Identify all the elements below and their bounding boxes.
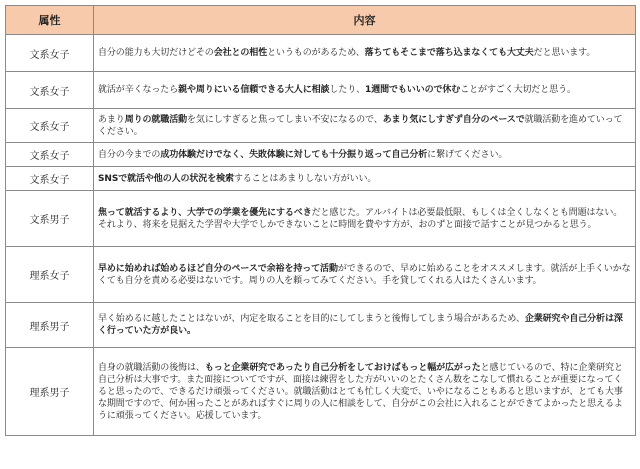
row-content (94, 303, 636, 348)
row-attribute: 文系女子 (6, 167, 94, 191)
table-row (6, 303, 636, 348)
content-text: ができるので、早めに始めることをオススメします。就活が上手くいかなくても自分を責める必要はないです。周りの人を頼ってみてください。手を貸してくれる人はたくさんいます。 (98, 263, 631, 286)
content-text: することはあまりしない方がいい。 (233, 173, 377, 184)
row-content (94, 191, 636, 247)
table-row (6, 247, 636, 303)
content-text: 早く始めるに越したことはないが、内定を取ることを目的にしてしまうと後悔してしまう場合があるため、 (98, 314, 525, 324)
emphasis-text: SNSで就活や他の人の状況を検索 (98, 173, 234, 184)
table-row (6, 191, 636, 247)
content-text: だと感じた。アルバイトは必要最低限、もしくは全くしなくとも問題はない。それより、将来を見据えた学習や大学でしかできないことに時間を費やす方が、おのずと面接で話すことが見つかると思う。 (98, 207, 623, 230)
row-attribute: 文系女子 (6, 72, 94, 109)
table-row (6, 72, 636, 109)
header-content: 内容 (94, 6, 636, 35)
row-content (94, 109, 636, 143)
header-attribute: 属性 (6, 6, 94, 35)
row-content (94, 35, 636, 72)
row-content (94, 247, 636, 303)
emphasis-text: 企業研究や自己分析は深く行っていた方が良い。 (98, 314, 623, 336)
advice-table (5, 5, 636, 436)
table-row (6, 348, 636, 436)
content-text: 就活が辛くなったら (98, 85, 179, 95)
content-text: と感じているので、特に企業研究と自己分析は大事です。また面接についてですが、面接は練習をした方がいいのとたくさん数をこなして慣れることが重要になってくると思ったので、できるだけ頑張ってください。就職活動はとても忙しく大変で、いやになることもあると思いますが、とても大事な期間ですので、何か困ったことがあればすぐに周りの人に相談をして、自分がこの会社に入れることができてよかったと思えるように頑張ってください。応援しています。 (98, 362, 623, 421)
row-content (94, 167, 636, 191)
content-text: あまり (98, 114, 125, 125)
row-attribute: 理系男子 (6, 303, 94, 348)
row-attribute: 文系男子 (6, 191, 94, 247)
emphasis-text: 親や周りにいる信頼できる大人に相談 (178, 85, 330, 95)
content-text: ことがすごく大切だと思う。 (460, 85, 576, 95)
emphasis-text: 周りの就職活動 (124, 114, 188, 125)
emphasis-text: 早めに始めれば始めるほど自分のペースで余裕を持って活動 (98, 263, 338, 274)
emphasis-text: 落ちてもそこまで落ち込まなくても大丈夫 (364, 48, 534, 58)
row-attribute: 理系男子 (6, 348, 94, 436)
table-row (6, 109, 636, 143)
table-body (6, 35, 636, 436)
table-row (6, 35, 636, 72)
emphasis-text: もっと企業研究であったり自己分析をしておけばもっと幅が広がった (204, 362, 481, 373)
row-attribute: 文系女子 (6, 143, 94, 167)
content-text: したり、 (329, 85, 366, 95)
content-text: 自分の能力も大切だけどその (98, 48, 214, 58)
emphasis-text: 焦って就活するより、大学での学業を優先にするべき (98, 207, 312, 218)
row-attribute: 文系女子 (6, 109, 94, 143)
content-text: を気にしすぎると焦ってしまい不安になるので、 (187, 114, 383, 125)
table-container (5, 5, 635, 436)
table-row (6, 143, 636, 167)
emphasis-text: あまり気にしすぎず自分のペースで (382, 114, 525, 125)
table-row (6, 167, 636, 191)
emphasis-text: 成功体験だけでなく、失敗体験に対しても十分振り返って自己分析 (160, 149, 428, 160)
content-text: というものがあるため、 (267, 48, 365, 58)
row-content (94, 72, 636, 109)
content-text: 就職活動を進めていってください。 (98, 114, 623, 137)
content-text: に繋げてください。 (427, 149, 508, 160)
content-text: だと思います。 (533, 48, 596, 58)
row-content (94, 348, 636, 436)
header-row (6, 6, 636, 35)
content-text: 自分の今までの (98, 149, 161, 160)
content-text: 自身の就職活動の後悔は、 (98, 362, 205, 373)
emphasis-text: 会社との相性 (213, 48, 268, 58)
row-attribute: 文系女子 (6, 35, 94, 72)
row-content (94, 143, 636, 167)
emphasis-text: 1週間でもいいので休む (365, 85, 461, 95)
row-attribute: 理系女子 (6, 247, 94, 303)
